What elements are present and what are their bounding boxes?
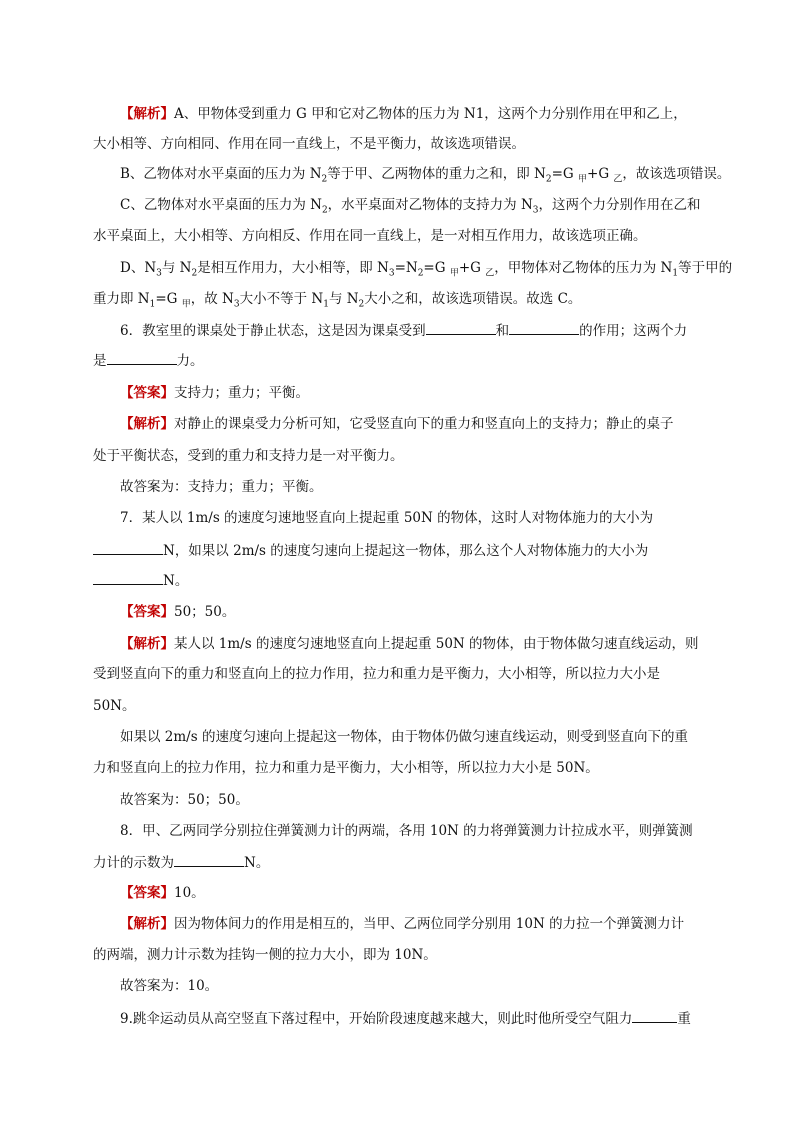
- text: 7．某人以 1m/s 的速度匀速地竖直向上提起重 50N 的物体，这时人对物体施力的大小为: [120, 510, 654, 526]
- subscript: 1: [672, 268, 679, 279]
- analysis-line: [120, 634, 794, 654]
- text: 重: [677, 1011, 691, 1027]
- subscript: 3: [233, 299, 240, 310]
- question-6: [120, 320, 794, 341]
- text: 处于平衡状态，受到的重力和支持力是一对平衡力。: [93, 448, 404, 464]
- text-line: [93, 570, 794, 591]
- answer-tag: 【答案】: [120, 385, 174, 401]
- text: 是相互作用力，大小相等，即 N: [197, 260, 389, 276]
- question-9: [120, 1008, 794, 1029]
- text: 大小之和，故该选项错误。故选 C。: [364, 291, 582, 307]
- subscript: 1: [149, 299, 156, 310]
- text: ，故 N: [190, 291, 234, 307]
- text-line: [93, 696, 794, 716]
- text-line: [120, 790, 794, 810]
- question-7: [120, 508, 794, 528]
- text-line: [120, 164, 794, 190]
- subscript: 1: [323, 299, 329, 310]
- text: 50N。: [93, 698, 136, 714]
- text: 10。: [174, 885, 205, 901]
- text: N。: [163, 573, 189, 589]
- text-line: [93, 664, 794, 684]
- text: 大小不等于 N: [239, 291, 324, 307]
- text: 等于甲的: [678, 260, 733, 276]
- text: =N: [394, 260, 418, 276]
- text: 因为物体间力的作用是相互的，当甲、乙两位同学分别用 10N 的力拉一个弹簧测力计: [174, 916, 685, 932]
- text-line: [120, 976, 794, 996]
- subscript: 乙: [613, 174, 623, 185]
- text: 是: [93, 353, 107, 369]
- text: 重力即 N: [93, 291, 150, 307]
- text: 力和竖直向上的拉力作用，拉力和重力是平衡力，大小相等，所以拉力大小是 50N。: [93, 760, 599, 776]
- text: =G: [551, 166, 578, 182]
- answer-blank[interactable]: [632, 1008, 677, 1023]
- answer-blank[interactable]: [509, 320, 579, 335]
- subscript: 3: [156, 268, 162, 279]
- analysis-tag: 【解析】: [120, 916, 174, 932]
- answer-line: [120, 383, 794, 403]
- text: ，水平桌面对乙物体的支持力为 N: [327, 197, 533, 213]
- text: 力。: [176, 353, 204, 369]
- text-line: [93, 134, 794, 154]
- text-line: [93, 852, 794, 873]
- subscript: 2: [358, 299, 365, 310]
- text-line: [93, 540, 794, 561]
- text: =G: [423, 260, 450, 276]
- text: 等于甲、乙两物体的重力之和，即 N: [327, 166, 546, 182]
- text: =G: [155, 291, 182, 307]
- answer-tag: 【答案】: [120, 885, 174, 901]
- text-line: [93, 945, 794, 965]
- text: 受到竖直向下的重力和竖直向上的拉力作用，拉力和重力是平衡力，大小相等，所以拉力大小是: [93, 666, 660, 682]
- answer-blank[interactable]: [93, 570, 163, 585]
- text: ，故该选项错误。: [622, 166, 731, 182]
- subscript: 2: [417, 268, 424, 279]
- text: 对静止的课桌受力分析可知，它受竖直向下的重力和竖直向上的支持力；静止的桌子: [174, 416, 674, 432]
- text: N，如果以 2m/s 的速度匀速向上提起这一物体，那么这个人对物体施力的大小为: [163, 543, 649, 559]
- text-line: [93, 350, 794, 371]
- text: 9.跳伞运动员从高空竖直下落过程中，开始阶段速度越来越大，则此时他所受空气阻力: [120, 1011, 633, 1027]
- text: 与 N: [161, 260, 192, 276]
- text-line: [93, 226, 794, 246]
- text: 水平桌面上，大小相等、方向相反、作用在同一直线上，是一对相互作用力，故该选项正确。: [93, 228, 647, 244]
- subscript: 甲: [578, 174, 588, 185]
- text-line: [120, 727, 794, 747]
- subscript: 乙: [485, 268, 495, 279]
- analysis-line: [120, 914, 794, 934]
- text: 故答案为：50；50。: [120, 792, 249, 808]
- answer-blank[interactable]: [174, 852, 244, 867]
- subscript: 2: [321, 174, 328, 185]
- text-line: [93, 289, 794, 315]
- answer-blank[interactable]: [107, 350, 177, 365]
- answer-tag: 【答案】: [120, 604, 174, 620]
- text-line: [120, 477, 794, 497]
- text: 与 N: [328, 291, 359, 307]
- text: 如果以 2m/s 的速度匀速向上提起这一物体，由于物体仍做匀速直线运动，则受到竖直向下的重: [120, 729, 688, 745]
- text: 大小相等、方向相同、作用在同一直线上，不是平衡力，故该选项错误。: [93, 136, 525, 152]
- text: C、乙物体对水平桌面的压力为 N: [120, 197, 322, 213]
- answer-line: [120, 602, 794, 622]
- subscript: 2: [545, 174, 552, 185]
- text: ，甲物体对乙物体的压力为 N: [494, 260, 673, 276]
- text: N。: [244, 855, 270, 871]
- text: A、甲物体受到重力 G 甲和它对乙物体的压力为 N1，这两个力分别作用在甲和乙上，: [174, 106, 687, 122]
- text: 8．甲、乙两同学分别拉住弹簧测力计的两端，各用 10N 的力将弹簧测力计拉成水平，则弹簧测: [120, 823, 693, 839]
- analysis-line: [120, 414, 794, 434]
- text: D、N: [120, 260, 157, 276]
- text-line: [93, 758, 794, 778]
- text: 和: [495, 323, 510, 339]
- text: 的作用；这两个力: [579, 323, 688, 339]
- analysis-tag: 【解析】: [120, 416, 174, 432]
- subscript: 2: [321, 205, 328, 216]
- text-line: [120, 258, 794, 284]
- text-line: [93, 446, 794, 466]
- answer-blank[interactable]: [93, 540, 163, 555]
- subscript: 甲: [449, 268, 459, 279]
- text: +G: [458, 260, 486, 276]
- text: ，这两个力分别作用在乙和: [538, 197, 701, 213]
- text: 故答案为：10。: [120, 978, 219, 994]
- text: 的两端，测力计示数为挂钩一侧的拉力大小，即为 10N。: [93, 947, 437, 963]
- question-8: [120, 821, 794, 841]
- subscript: 3: [532, 205, 539, 216]
- text: 故答案为：支持力；重力；平衡。: [120, 479, 323, 495]
- analysis-tag: 【解析】: [120, 636, 174, 652]
- answer-line: [120, 883, 794, 903]
- text: +G: [587, 166, 614, 182]
- answer-blank[interactable]: [426, 320, 496, 335]
- subscript: 甲: [181, 299, 191, 310]
- text-line: [120, 195, 794, 221]
- text: 50；50。: [174, 604, 236, 620]
- subscript: 3: [388, 268, 395, 279]
- text: 力计的示数为: [93, 855, 174, 871]
- analysis-line: [120, 104, 794, 124]
- analysis-tag: 【解析】: [120, 106, 174, 122]
- text: B、乙物体对水平桌面的压力为 N: [120, 166, 322, 182]
- subscript: 2: [191, 268, 198, 279]
- text: 支持力；重力；平衡。: [174, 385, 309, 401]
- text: 6．教室里的课桌处于静止状态，这是因为课桌受到: [120, 323, 426, 339]
- text: 某人以 1m/s 的速度匀速地竖直向上提起重 50N 的物体，由于物体做匀速直线运动，则: [174, 636, 699, 652]
